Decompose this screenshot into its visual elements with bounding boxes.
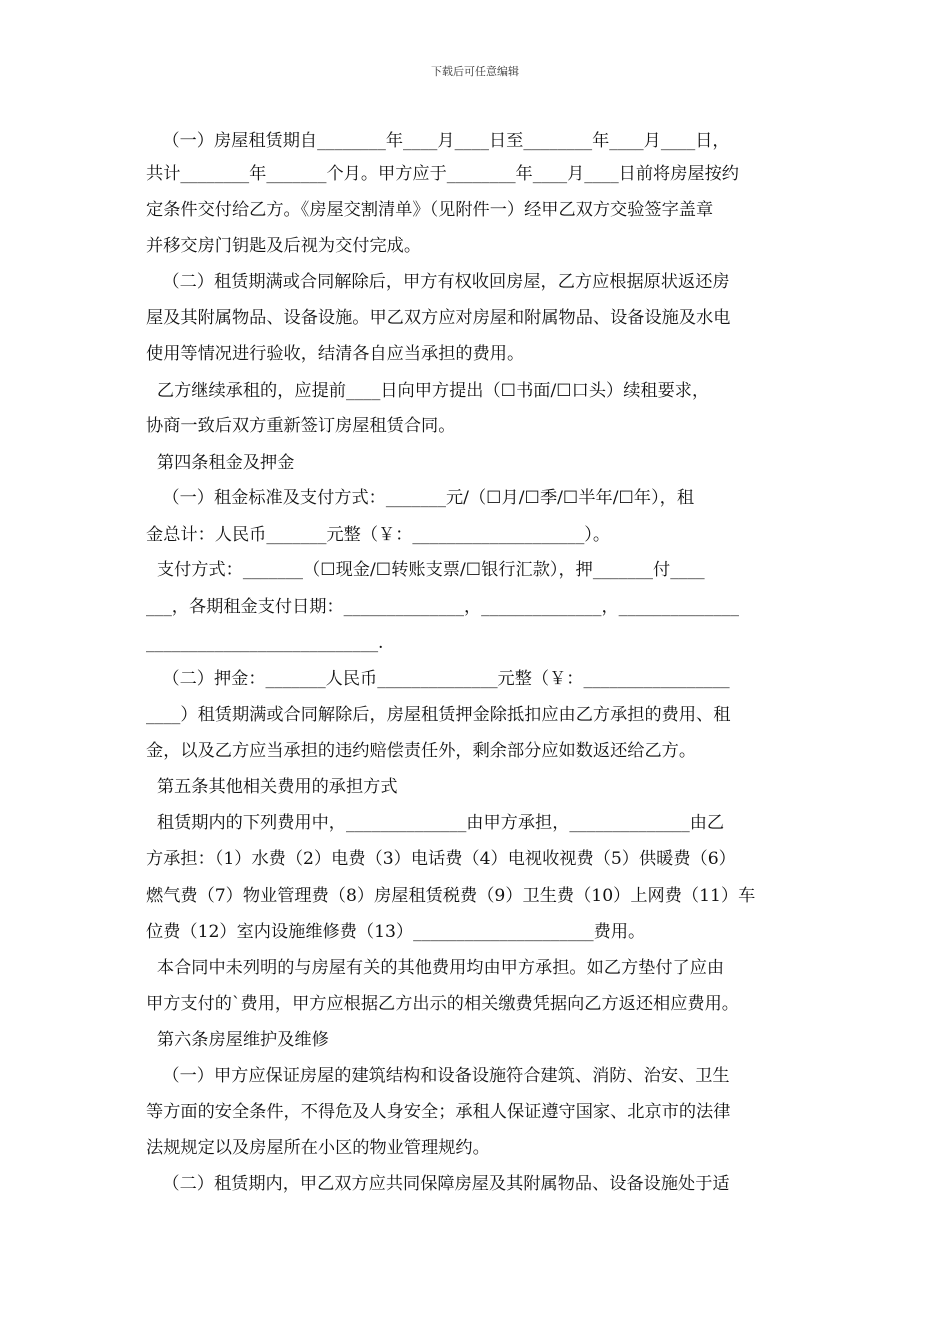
text-line: 协商一致后双方重新签订房屋租赁合同。: [146, 416, 456, 436]
text-line: （一）租金标准及支付方式：_______元/（☐月/☐季/☐半年/☐年），租: [146, 488, 695, 508]
section-heading: 第五条其他相关费用的承担方式: [146, 777, 398, 797]
text-line: 屋及其附属物品、设备设施。甲乙双方应对房屋和附属物品、设备设施及水电: [146, 308, 731, 328]
text-line: 方承担：（1）水费（2）电费（3）电话费（4）电视收视费（5）供暖费（6）: [146, 849, 736, 869]
text-line: （二）租赁期满或合同解除后，甲方有权收回房屋，乙方应根据原状返还房: [146, 272, 730, 292]
text-line: 租赁期内的下列费用中，______________由甲方承担，______________由乙: [146, 813, 725, 833]
text-line: ___________________________.: [146, 633, 384, 653]
text-line: 本合同中未列明的与房屋有关的其他费用均由甲方承担。如乙方垫付了应由: [146, 958, 725, 978]
text-line: 使用等情况进行验收，结清各自应当承担的费用。: [146, 344, 525, 364]
text-line: 燃气费（7）物业管理费（8）房屋租赁税费（9）卫生费（10）上网费（11）车: [146, 886, 756, 906]
text-line: （一）甲方应保证房屋的建筑结构和设备设施符合建筑、消防、治安、卫生: [146, 1066, 730, 1086]
text-line: ____）租赁期满或合同解除后，房屋租赁押金除抵扣应由乙方承担的费用、租: [146, 705, 731, 725]
text-line: 甲方支付的`费用，甲方应根据乙方出示的相关缴费凭据向乙方返还相应费用。: [146, 994, 739, 1014]
text-line: 法规规定以及房屋所在小区的物业管理规约。: [146, 1138, 490, 1158]
text-line: （一）房屋租赁期自________年____月____日至________年____月____日，: [146, 131, 730, 151]
text-line: 位费（12）室内设施维修费（13）_____________________费用。: [146, 922, 646, 942]
text-line: （二）租赁期内，甲乙双方应共同保障房屋及其附属物品、设备设施处于适: [146, 1174, 730, 1194]
text-line: 等方面的安全条件，不得危及人身安全；承租人保证遵守国家、北京市的法律: [146, 1102, 731, 1122]
text-line: 乙方继续承租的，应提前____日向甲方提出（☐书面/☐口头）续租要求，: [146, 381, 710, 401]
section-heading: 第六条房屋维护及维修: [146, 1030, 329, 1050]
text-line: （二）押金：_______人民币______________元整（￥：_________________: [146, 669, 730, 689]
text-line: 金总计：人民币_______元整（￥：____________________）。: [146, 525, 611, 545]
text-line: 定条件交付给乙方。《房屋交割清单》（见附件一）经甲乙双方交验签字盖章: [146, 200, 714, 220]
text-line: 支付方式：_______（☐现金/☐转账支票/☐银行汇款），押_______付____: [146, 560, 705, 580]
text-line: ___，各期租金支付日期：______________，______________，______________: [146, 597, 739, 617]
section-heading: 第四条租金及押金: [146, 453, 295, 473]
text-line: 金，以及乙方应当承担的违约赔偿责任外，剩余部分应如数返还给乙方。: [146, 741, 697, 761]
page-header: 下载后可任意编辑: [431, 65, 519, 78]
text-line: 共计________年_______个月。甲方应于________年____月____日前将房屋按约: [146, 164, 739, 184]
text-line: 并移交房门钥匙及后视为交付完成。: [146, 236, 422, 256]
